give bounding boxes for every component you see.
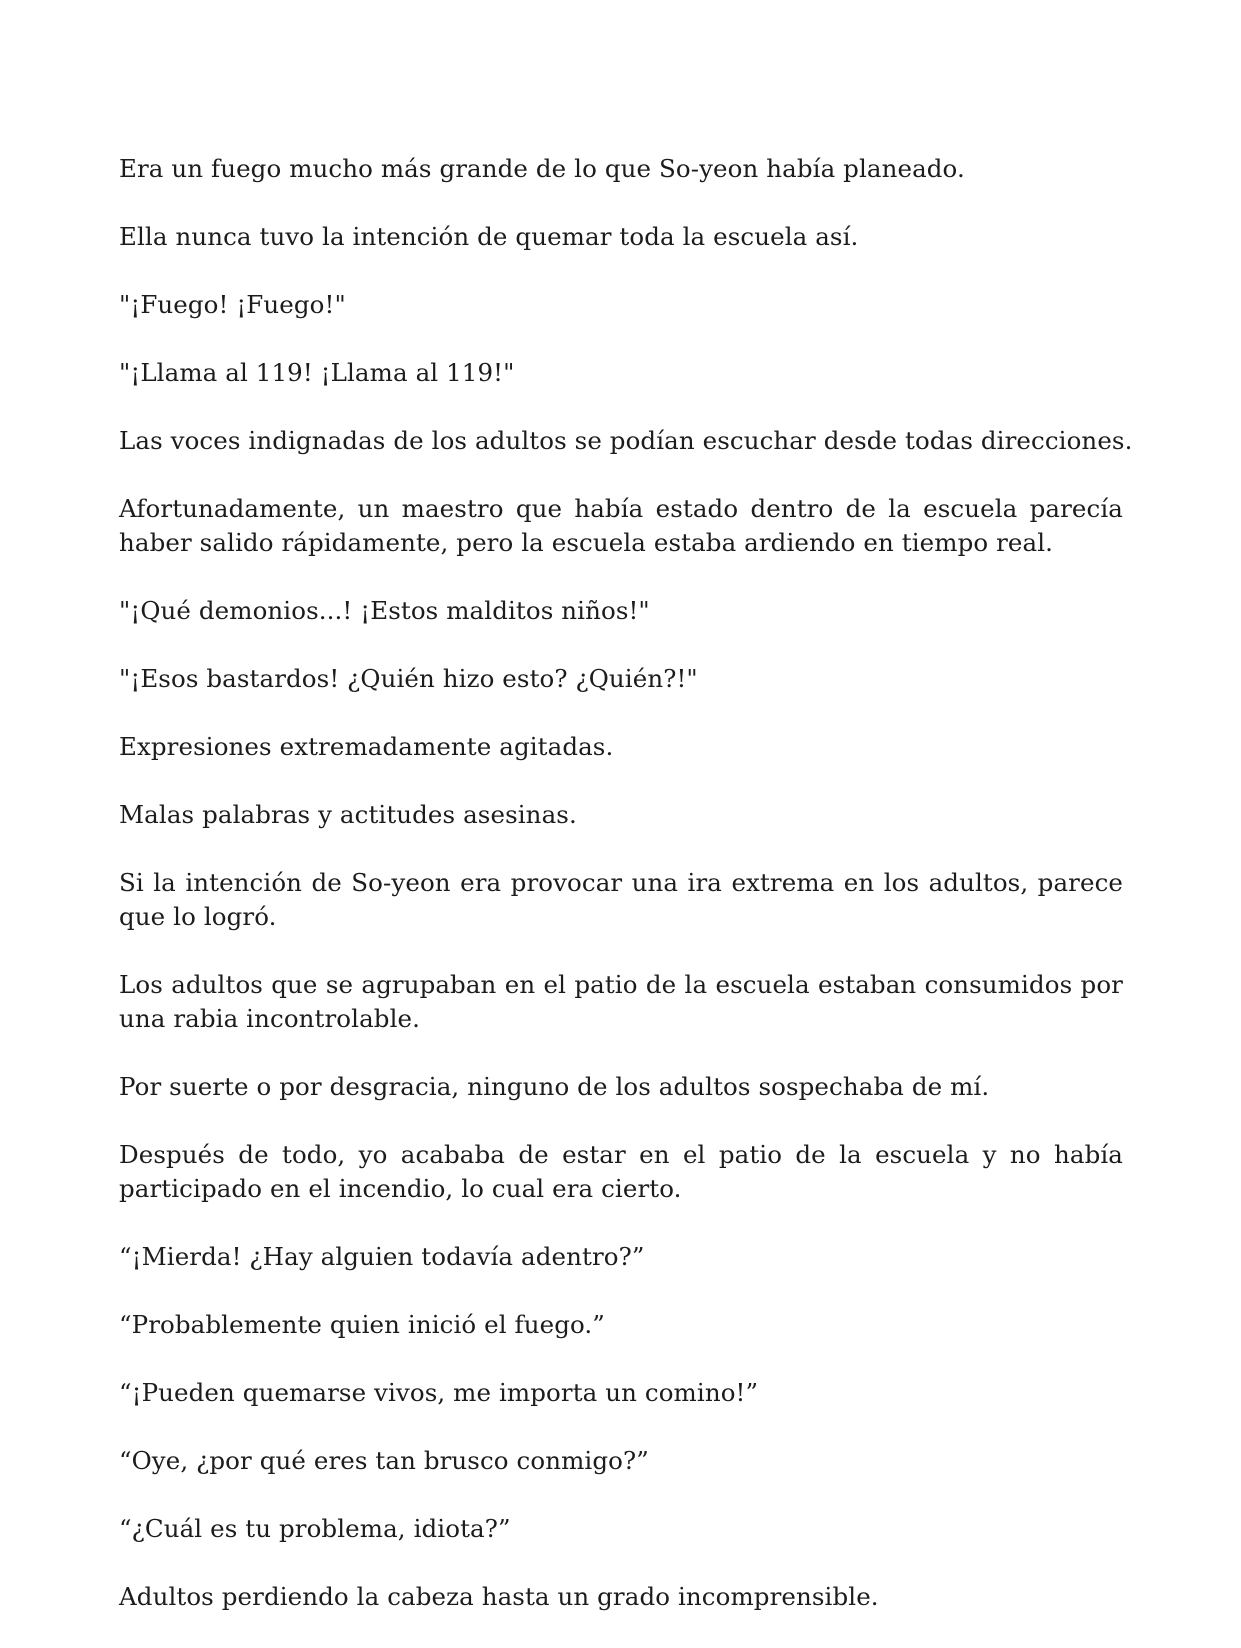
paragraph: "¡Esos bastardos! ¿Quién hizo esto? ¿Quién?!" xyxy=(119,664,698,693)
paragraph: Afortunadamente, un maestro que había estado dentro de la escuela parecía haber salido rápidamente, pero la escuela estaba ardiendo en tiempo real. xyxy=(119,494,1123,557)
paragraph: “Oye, ¿por qué eres tan brusco conmigo?” xyxy=(119,1446,649,1475)
paragraph: Adultos perdiendo la cabeza hasta un grado incomprensible. xyxy=(119,1582,879,1611)
paragraph: Las voces indignadas de los adultos se podían escuchar desde todas direcciones. xyxy=(119,426,1133,455)
paragraph: Era un fuego mucho más grande de lo que So-yeon había planeado. xyxy=(119,154,965,183)
paragraph: Los adultos que se agrupaban en el patio de la escuela estaban consumidos por una rabia incontrolable. xyxy=(119,970,1123,1033)
paragraph: Después de todo, yo acababa de estar en el patio de la escuela y no había participado en el incendio, lo cual era cierto. xyxy=(119,1140,1123,1203)
paragraph: “¡Pueden quemarse vivos, me importa un comino!” xyxy=(119,1378,759,1407)
paragraph: "¡Qué demonios...! ¡Estos malditos niños!" xyxy=(119,596,650,625)
paragraph: “¿Cuál es tu problema, idiota?” xyxy=(119,1514,511,1543)
paragraph: Por suerte o por desgracia, ninguno de los adultos sospechaba de mí. xyxy=(119,1072,990,1101)
paragraph: Si la intención de So-yeon era provocar una ira extrema en los adultos, parece que lo logró. xyxy=(119,868,1123,931)
paragraph: “Probablemente quien inició el fuego.” xyxy=(119,1310,605,1339)
paragraph: "¡Fuego! ¡Fuego!" xyxy=(119,290,346,319)
paragraph: Ella nunca tuvo la intención de quemar toda la escuela así. xyxy=(119,222,859,251)
paragraph: "¡Llama al 119! ¡Llama al 119!" xyxy=(119,358,515,387)
document-body xyxy=(119,152,1133,1648)
paragraph: Malas palabras y actitudes asesinas. xyxy=(119,800,577,829)
paragraph: Expresiones extremadamente agitadas. xyxy=(119,732,614,761)
paragraph: “¡Mierda! ¿Hay alguien todavía adentro?” xyxy=(119,1242,645,1271)
